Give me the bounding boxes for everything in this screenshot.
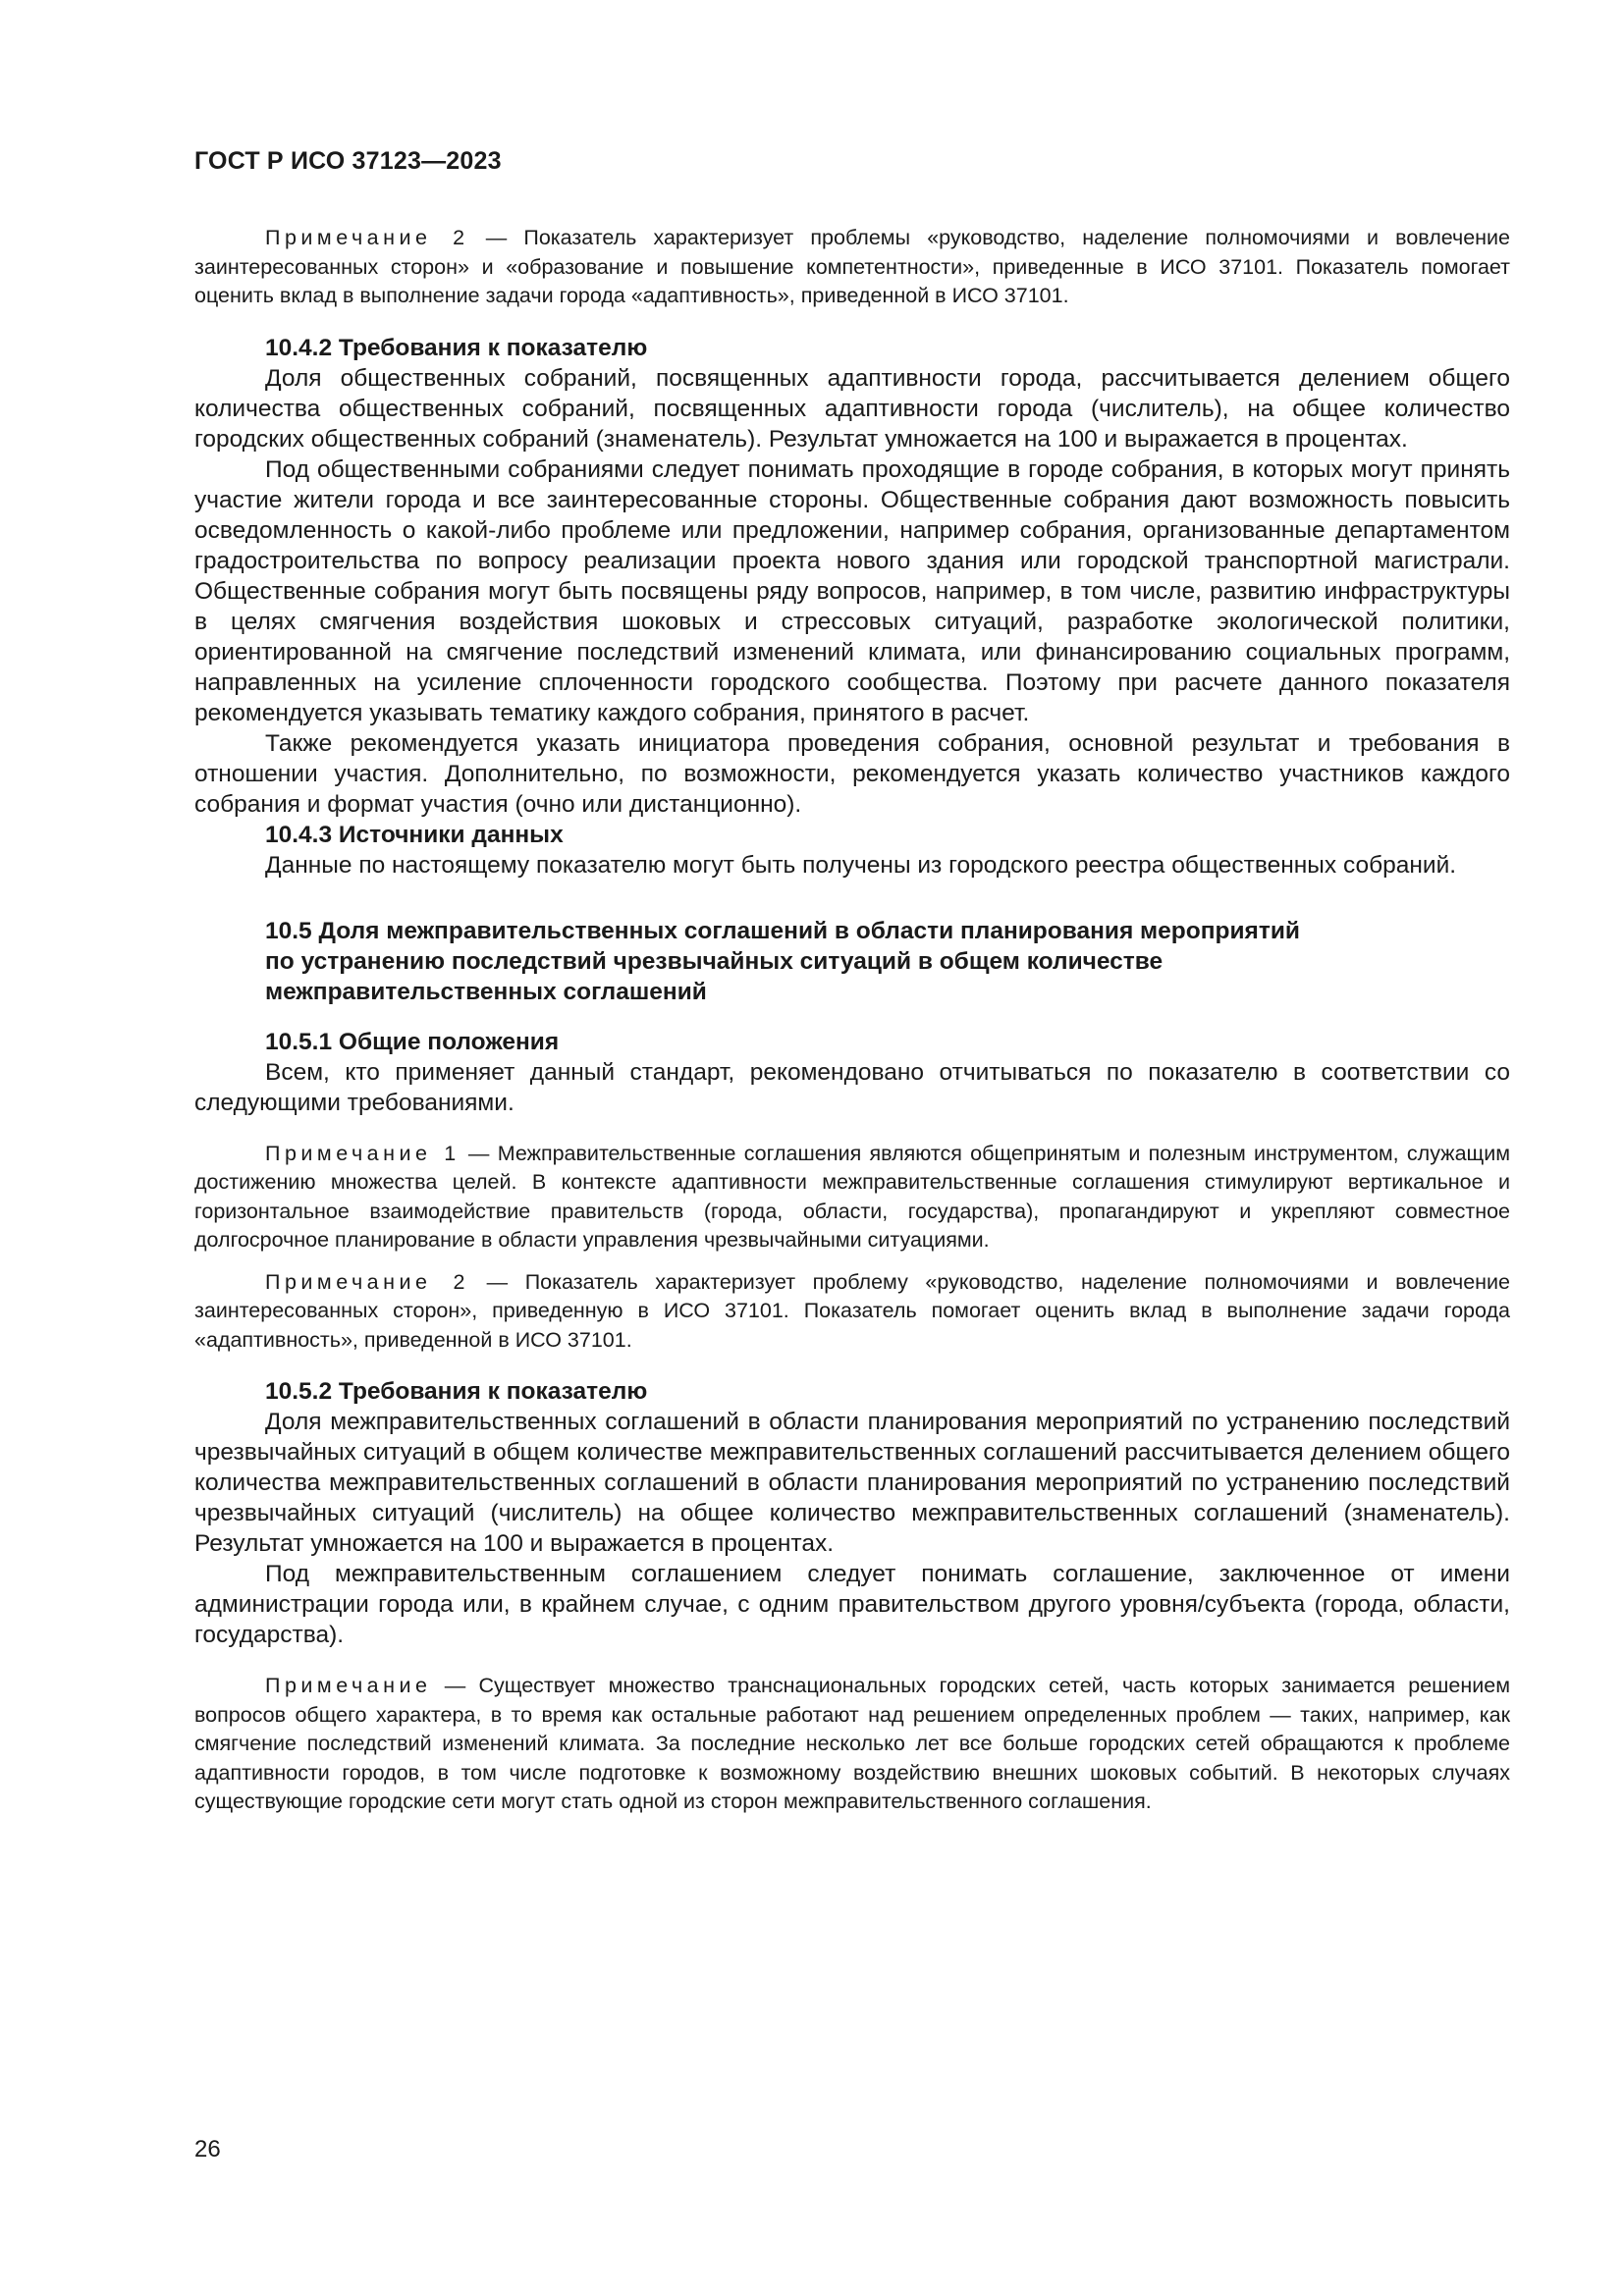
note-2 [194,1268,1510,1356]
note-text: — Существует множество транснациональных городских сетей, часть которых занимается решением вопросов общего характера, в то время как остальные работают над решением определенных проблем — таких, например, как смягчение последствий изменений климата. За последние несколько лет все больше городских сетей обращаются к проблеме адаптивности городов, в том числе подготовке к возможному воздействию внешних шоковых событий. В некоторых случаях существующие городские сети могут стать одной из сторон межправительственного соглашения. [194,1674,1510,1813]
heading-10-5-2: 10.5.2 Требования к показателю [265,1378,648,1405]
note-text: — Показатель характеризует проблему «руководство, наделение полномочиями и вовлечение заинтересованных сторон», приведенную в ИСО 37101. Показатель помогает оценить вклад в выполнение задачи города «адаптивность», приведенной в ИСО 37101. [194,1269,1511,1352]
section-heading-line: 10.5 Доля межправительственных соглашений в области планирования мероприятий [265,917,1300,944]
note-label: Примечание 1 [265,1141,460,1165]
heading-10-4-2: 10.4.2 Требования к показателю [265,334,648,361]
section-heading-line: межправительственных соглашений [265,978,707,1005]
paragraph: Данные по настоящему показателю могут быть получены из городского реестра общественных собраний. [265,851,1457,879]
paragraph: Доля межправительственных соглашений в области планирования мероприятий по устранению последствий чрезвычайных ситуаций в общем количестве межправительственных соглашений рассчитывается делением общего количества межправительственных соглашений в области планирования мероприятий по устранению последствий чрезвычайных ситуаций (числитель) на общее количество межправительственных соглашений (знаменатель). Результат умножается на 100 и выражается в процентах. [194,1409,1510,1557]
paragraph: Всем, кто применяет данный стандарт, рекомендовано отчитываться по показателю в соответствии со следующими требованиями. [194,1058,1510,1116]
note-label: Примечание 2 [265,226,469,249]
paragraph: Под межправительственным соглашением следует понимать соглашение, заключенное от имени администрации города или, в крайнем случае, с одним правительством другого уровня/субъекта (города, области, государства). [194,1561,1510,1648]
document-body [194,224,1510,1817]
paragraph: Также рекомендуется указать инициатора проведения собрания, основной результат и требования в отношении участия. Дополнительно, по возможности, рекомендуется указать количество участников каждого собрания и формат участия (очно или дистанционно). [194,729,1510,818]
note-1 [194,1140,1510,1255]
section-heading-10-5 [194,916,1510,1007]
page-number: 26 [194,2136,221,2163]
note-text: — Показатель характеризует проблемы «руководство, наделение полномочиями и вовлечение заинтересованных сторон» и «образование и повышение компетентности», приведенные в ИСО 37101. Показатель помогает оценить вклад в выполнение задачи города «адаптивность», приведенной в ИСО 37101. [194,226,1510,307]
document-header: ГОСТ Р ИСО 37123—2023 [194,147,502,175]
note-2-top [194,224,1510,311]
paragraph: Доля общественных собраний, посвященных адаптивности города, рассчитывается делением общего количества общественных собраний, посвященных адаптивности города (числитель), на общее количество городских общественных собраний (знаменатель). Результат умножается на 100 и выражается в процентах. [194,364,1510,453]
note-text: — Межправительственные соглашения являются общепринятым и полезным инструментом, служащим достижению множества целей. В контексте адаптивности межправительственные соглашения стимулируют вертикальное и горизонтальное взаимодействие правительств (города, области, государства), пропагандируют и укрепляют совместное долгосрочное планирование в области управления чрезвычайными ситуациями. [194,1141,1511,1252]
section-heading-line: по устранению последствий чрезвычайных ситуаций в общем количестве [265,947,1164,975]
paragraph: Под общественными собраниями следует понимать проходящие в городе собрания, в которых могут принять участие жители города и все заинтересованные стороны. Общественные собрания дают возможность повысить осведомленность о какой-либо проблеме или предложении, например собрания, организованные департаментом градостроительства по вопросу реализации проекта нового здания или городской транспортной магистрали. Общественные собрания могут быть посвящены ряду вопросов, например, в том числе, развитию инфраструктуры в целях смягчения воздействия шоковых и стрессовых ситуаций, разработке экологической политики, ориентированной на смягчение последствий изменений климата, или финансированию социальных программ, направленных на усиление сплоченности городского сообщества. Поэтому при расчете данного показателя рекомендуется указывать тематику каждого собрания, принятого в расчет. [194,455,1510,726]
note-3 [194,1672,1510,1817]
note-label: Примечание [265,1674,432,1697]
note-label: Примечание 2 [265,1269,470,1294]
heading-10-5-1: 10.5.1 Общие положения [265,1028,560,1055]
heading-10-4-3: 10.4.3 Источники данных [265,821,564,848]
